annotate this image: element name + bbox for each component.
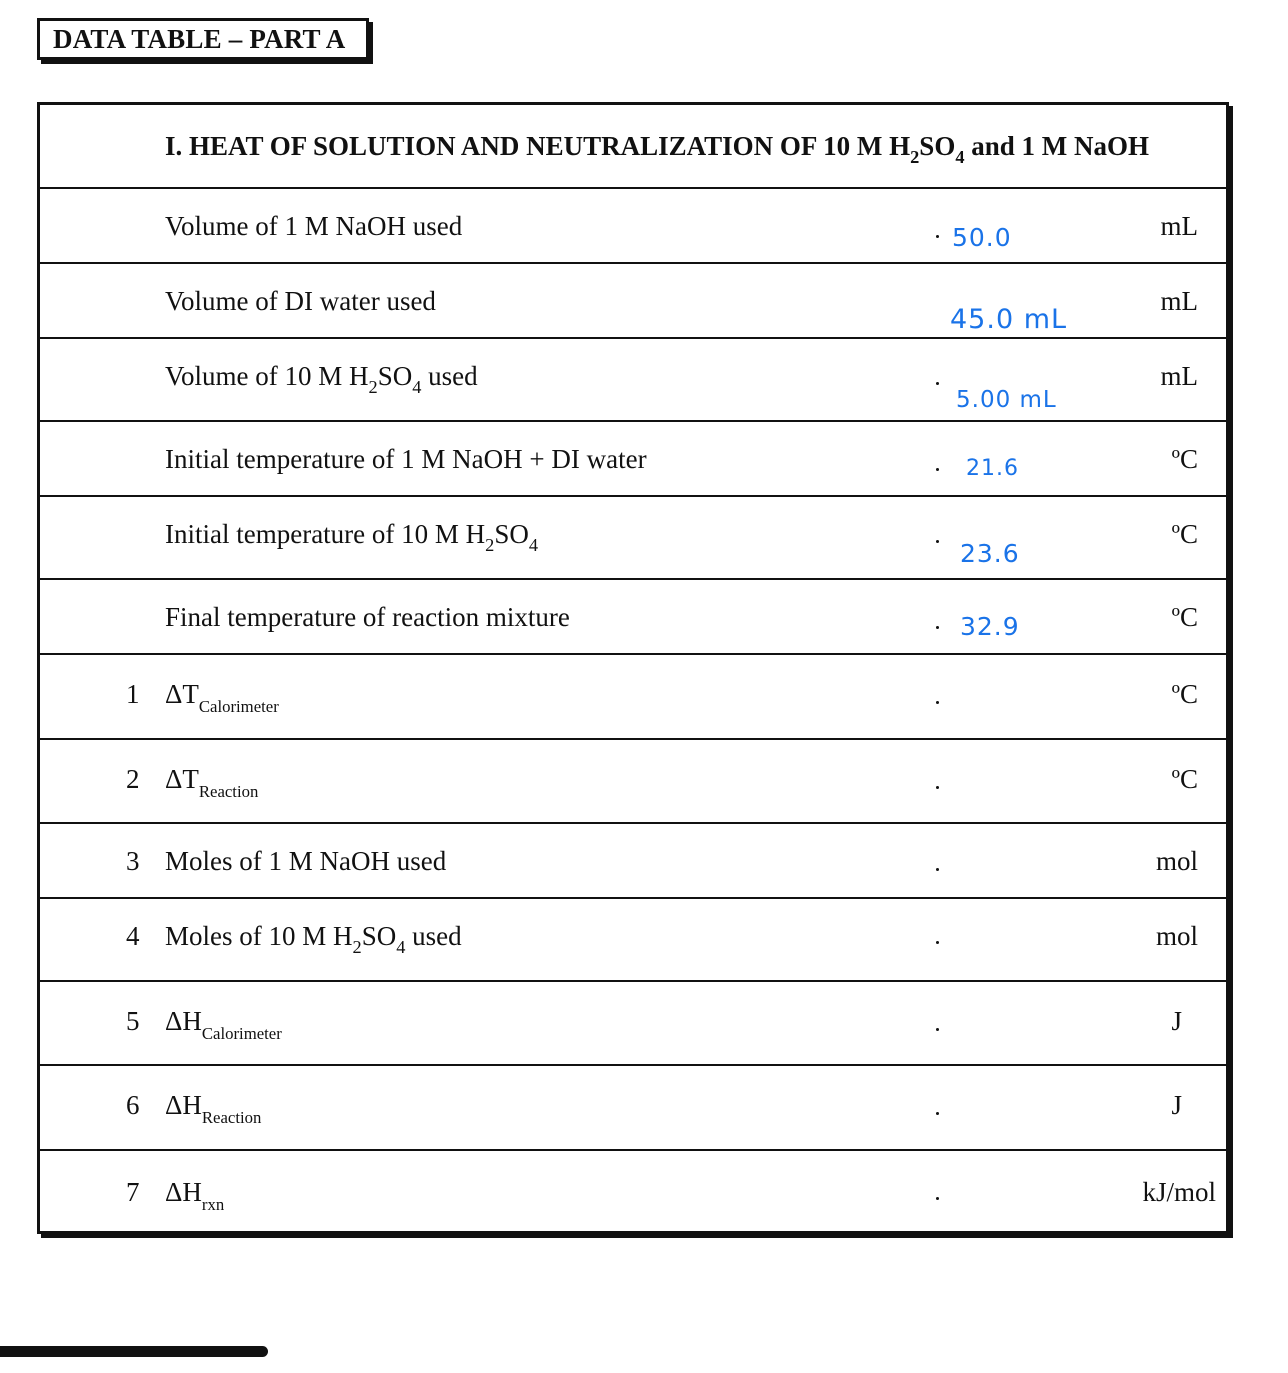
row-unit: mL xyxy=(1160,286,1198,316)
row-unit: mol xyxy=(1155,921,1198,951)
data-table-header xyxy=(37,18,369,60)
row-label: Initial temperature of 10 M $H_2SO_4$ xyxy=(165,519,539,555)
value-dot xyxy=(936,382,939,385)
table-row xyxy=(40,655,1226,740)
row-unit: ºC xyxy=(1171,519,1198,549)
row-label: Final temperature of reaction mixture xyxy=(165,602,570,632)
value-dot xyxy=(936,540,939,543)
row-label: Volume of DI water used xyxy=(165,286,436,316)
value-dot xyxy=(936,701,939,704)
handwritten-value[interactable]: 5.00 mL xyxy=(956,387,1057,413)
table-row xyxy=(40,1066,1226,1151)
handwritten-value[interactable]: 23.6 xyxy=(960,539,1020,568)
table-row xyxy=(40,824,1226,899)
handwritten-value[interactable]: 21.6 xyxy=(966,456,1019,481)
table-row xyxy=(40,1151,1226,1231)
row-unit: J xyxy=(1171,1090,1182,1120)
row-label: $\Delta H_{Calorimeter}$ xyxy=(165,1006,282,1044)
table-row xyxy=(40,580,1226,655)
section-title-row xyxy=(40,105,1226,189)
table-row xyxy=(40,339,1226,422)
row-label: Moles of 1 M NaOH used xyxy=(165,846,447,876)
row-number: 7 xyxy=(126,1177,140,1207)
row-unit: ºC xyxy=(1171,444,1198,474)
table-row xyxy=(40,189,1226,264)
data-table xyxy=(37,102,1229,1234)
row-number: 1 xyxy=(126,679,140,709)
table-row xyxy=(40,497,1226,580)
row-unit: ºC xyxy=(1171,679,1198,709)
row-label: $\Delta T_{Reaction}$ xyxy=(165,764,259,802)
row-label: Moles of 10 M $H_2SO_4$ used xyxy=(165,921,462,957)
row-unit: mL xyxy=(1160,211,1198,241)
row-label: $\Delta H_{Reaction}$ xyxy=(165,1090,262,1128)
section-title: I. HEAT OF SOLUTION AND NEUTRALIZATION OF 10 M $H_2SO_4$ and 1 M NaOH xyxy=(165,131,1150,167)
value-dot xyxy=(936,1112,939,1115)
row-unit: ºC xyxy=(1171,602,1198,632)
row-unit: ºC xyxy=(1171,764,1198,794)
row-label: $\Delta T_{Calorimeter}$ xyxy=(165,679,279,717)
row-number: 4 xyxy=(126,921,140,951)
handwritten-value[interactable]: 50.0 xyxy=(952,223,1012,252)
value-dot xyxy=(936,1197,939,1200)
value-dot xyxy=(936,468,939,471)
row-number: 6 xyxy=(126,1090,140,1120)
handwritten-value[interactable]: 45.0 mL xyxy=(950,304,1068,335)
row-label: $\Delta H_{rxn}$ xyxy=(165,1177,225,1215)
row-label: Initial temperature of 1 M NaOH + DI water xyxy=(165,444,647,474)
row-unit: kJ/mol xyxy=(1142,1177,1216,1207)
value-dot xyxy=(936,868,939,871)
table-row xyxy=(40,740,1226,824)
row-unit: J xyxy=(1171,1006,1182,1036)
value-dot xyxy=(936,941,939,944)
scroll-indicator-bar xyxy=(0,1346,268,1357)
value-dot xyxy=(936,235,939,238)
value-dot xyxy=(936,786,939,789)
row-number: 3 xyxy=(126,846,140,876)
row-label: Volume of 10 M $H_2SO_4$ used xyxy=(165,361,478,397)
data-table-title: DATA TABLE – PART A xyxy=(53,23,346,54)
table-row xyxy=(40,982,1226,1066)
row-number: 2 xyxy=(126,764,140,794)
table-row xyxy=(40,899,1226,982)
row-unit: mol xyxy=(1155,846,1198,876)
value-dot xyxy=(936,1028,939,1031)
table-row xyxy=(40,264,1226,339)
value-dot xyxy=(936,626,939,629)
row-unit: mL xyxy=(1160,361,1198,391)
handwritten-value[interactable]: 32.9 xyxy=(960,612,1020,641)
table-row xyxy=(40,422,1226,497)
row-label: Volume of 1 M NaOH used xyxy=(165,211,463,241)
row-number: 5 xyxy=(126,1006,140,1036)
